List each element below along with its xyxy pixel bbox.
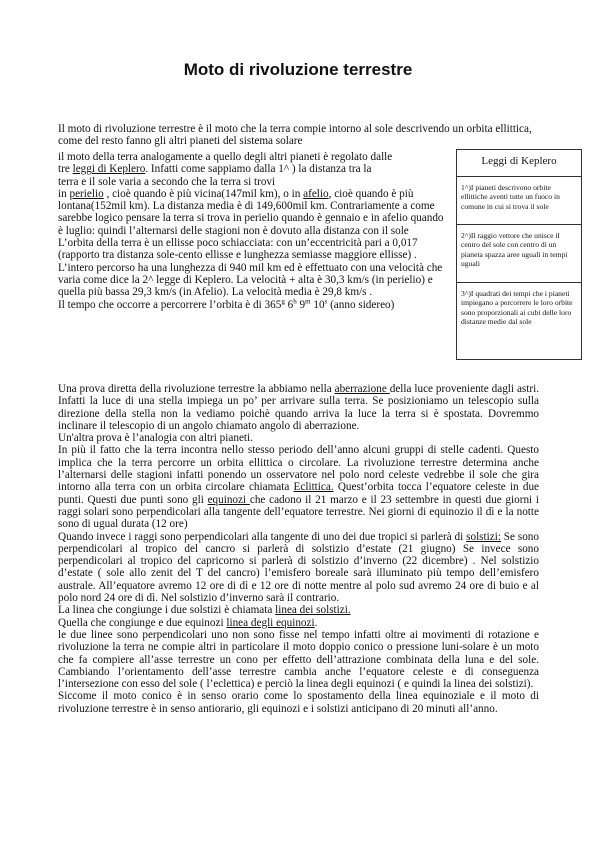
kepler-law-3: 3^)I quadrati dei tempi che i pianeti impiegano a percorrere le loro orbite sono proporzionali ai cubi delle loro distanze medie dal sole [461,289,573,326]
left-column [58,151,446,311]
text-segment: . [314,616,318,629]
link-aberrazione[interactable]: aberrazione [334,383,390,395]
main-body [58,383,539,715]
paragraph-equinox-line [58,617,539,629]
text-segment: tre [58,163,73,176]
kepler-laws-box [456,149,582,360]
paragraph-conclusion: Siccome il moto conico è in senso orario come lo spostamento della linea equinoziale e il moto di rivoluzione terrestre è in senso antiorario, gli equinozi e i solstizi anticipano di 20 minuti all’anno. [58,690,539,715]
link-equinozi[interactable]: equinozi [207,493,250,506]
paragraph-solstices [58,531,539,605]
text-segment: La linea che congiunge i due solstizi è chiamata [58,604,276,617]
text-segment: che cadono il 21 marzo e il 23 settembre in questi due giorni i raggi solari sono perpendicolari alla tangente dell’equatore terrestre. Nei giorni di equinozio il dì e la notte sono di ugual durata (12 ore) [58,493,539,531]
paragraph-solstice-line [58,604,539,616]
left-paragraph-distance: lontana(152mil km). La distanza media è di 149,600mil km. Contrariamente a come sarebbe logico pensare la terra si trova in perielio quando è gennaio e in afelio quando è luglio: quindi l’alternarsi delle stagioni non è dovuto alla distanza con il sole [58,200,444,237]
left-paragraph-speed: L’intero percorso ha una lunghezza di 940 mil km ed è effettuato con una velocità che varia come dice la 2^ legge di Keplero. La velocità + alta è 30,3 km/s (in perielio) e quella più bassa 29,3 km/s (in Afelio). La velocità media è 29,8 km/s . [58,261,443,299]
text-segment: Una prova diretta della rivoluzione terrestre la abbiamo nella [58,383,335,395]
text-segment: Quest’orbita tocca l’equatore celeste in due punti. Questi due punti sono gli [58,481,540,506]
paragraph-seasons [58,444,539,530]
text-segment: In più il fatto che la terra incontra nello stesso periodo dell’anno alcuni gruppi di stelle cadenti. Questo implica che la terra percorre un orbita ellittica o circolare. La rivoluzione terrestre determina anche l’alternarsi delle stagioni infatti ponendo un osservatore nel polo nord celeste vedrebbe il sole che gira intorno alla terra con un orbita circolare chiamata [58,444,539,494]
text-segment: 9 [296,298,306,311]
link-linea-degli-equinozi[interactable]: linea degli equinozi [226,616,315,629]
text-segment: (anno sidereo) [327,298,395,311]
link-afelio[interactable]: afelio [303,187,329,200]
text-segment: Quella che congiunge e due equinozi [58,616,227,629]
text-segment: Quando invece i raggi sono perpendicolari alla tangente di uno dei due tropici si parlerà di [58,530,467,543]
text-segment: , cioè quando è più [328,187,414,200]
left-line-4 [58,188,446,200]
kepler-box-title: Leggi di Keplero [457,150,581,177]
text-segment: Il tempo che occorre a percorrere l’orbita è di 365 [58,298,282,311]
superscript: s [324,296,328,305]
link-solstizi[interactable]: solstizi: [466,530,501,543]
kepler-law-2: 2^)Il raggio vettore che unisce il centro del sole con centro di un pianeta spazza aree uguali in tempi uguali [457,225,581,283]
text-segment: 6 [284,298,294,311]
superscript: m [305,296,311,305]
kepler-law-1: 1^)I pianeti descrivono orbite ellittiche aventi tutte un fuoco in comune in cui si trova il sole [457,177,581,225]
text-segment: della luce proveniente dagli astri. Infatti la luce di una stella impiega un po’ per arrivare sulla terra. Se posizioniamo un telescopio sulla direzione della stella non la vediamo poichè quando arriva la luce la terra si è spostata. Dovremmo inclinare il telescopio di un angolo chiamato angolo di aberrazione. [58,383,539,432]
link-perielio[interactable]: perielio [69,187,104,200]
left-paragraph-orbit: L’orbita della terra è un ellisse poco schiacciata: con un’eccentricità pari a 0,017 (rapporto tra distanza sole-cento ellisse e lunghezza semiasse maggiore ellisse) . [58,237,418,262]
paragraph-analogy: Un'altra prova è l’analogia con altri pianeti. [58,432,253,445]
paragraph-precession: le due linee sono perpendicolari uno non sono fisse nel tempo infatti oltre ai movimenti di rotazione e rivoluzione la terra ne compie altri in particolare il moto doppio conico o pressione luni-solare è un moto che fa compiere all’asse terrestre un cono per effetto dell’attrazione combinata della luna e del sole. Cambiando l’orientamento dell’asse terrestre cambia anche l’equatore celeste e di conseguenza l’intersezione con esso del sole ( l’eclettica) e perciò la linea degli equinozi ( e quindi la linea dei solstizi). [58,628,539,691]
left-paragraph-period [58,296,446,311]
left-line-3: terra e il sole varia a secondo che la terra si trovi [58,175,276,188]
text-segment: , cioè quando è più vicina(147mil km), o in [103,187,304,200]
superscript: h [293,296,297,305]
text-segment: Se sono perpendicolari al tropico del cancro si parlerà di solstizio d’estate (21 giugno) Se invece sono perpendicolari al tropico del capricorno si parlerà di solstizio d’inverno (22 dicembre) . Nel solstizio d’estate ( sole allo zenit del T del cancro) l’emisfero boreale sarà illuminato più tempo dell’emisfero australe. All’equatore avremo 12 ore di dì e 12 ore di notte mentre al polo sud avremo 24 ore di buio e al polo nord 24 ore di dì. Nel solstizio d’inverno sarà il contrario. [58,530,539,605]
link-leggi-di-keplero[interactable]: leggi di Keplero [72,163,146,176]
superscript: g [281,296,285,305]
left-line-1: il moto della terra analogamente a quello degli altri pianeti è regolato dalle [58,151,393,163]
page-title: Moto di rivoluzione terrestre [183,60,413,79]
paragraph-aberration [58,383,539,432]
link-eclittica[interactable]: Eclittica. [293,481,334,494]
intro-paragraph: Il moto di rivoluzione terrestre è il moto che la terra compie intorno al sole descrivendo un orbita ellittica, come del resto fanno gli altri pianeti del sistema solare [58,123,532,148]
text-segment: in [58,187,70,200]
text-segment: . Infatti come sappiamo dalla 1^ ) la distanza tra la [145,163,372,176]
left-line-2 [58,163,446,175]
text-segment: 10 [310,298,325,311]
link-linea-dei-solstizi[interactable]: linea dei solstizi. [275,604,351,617]
